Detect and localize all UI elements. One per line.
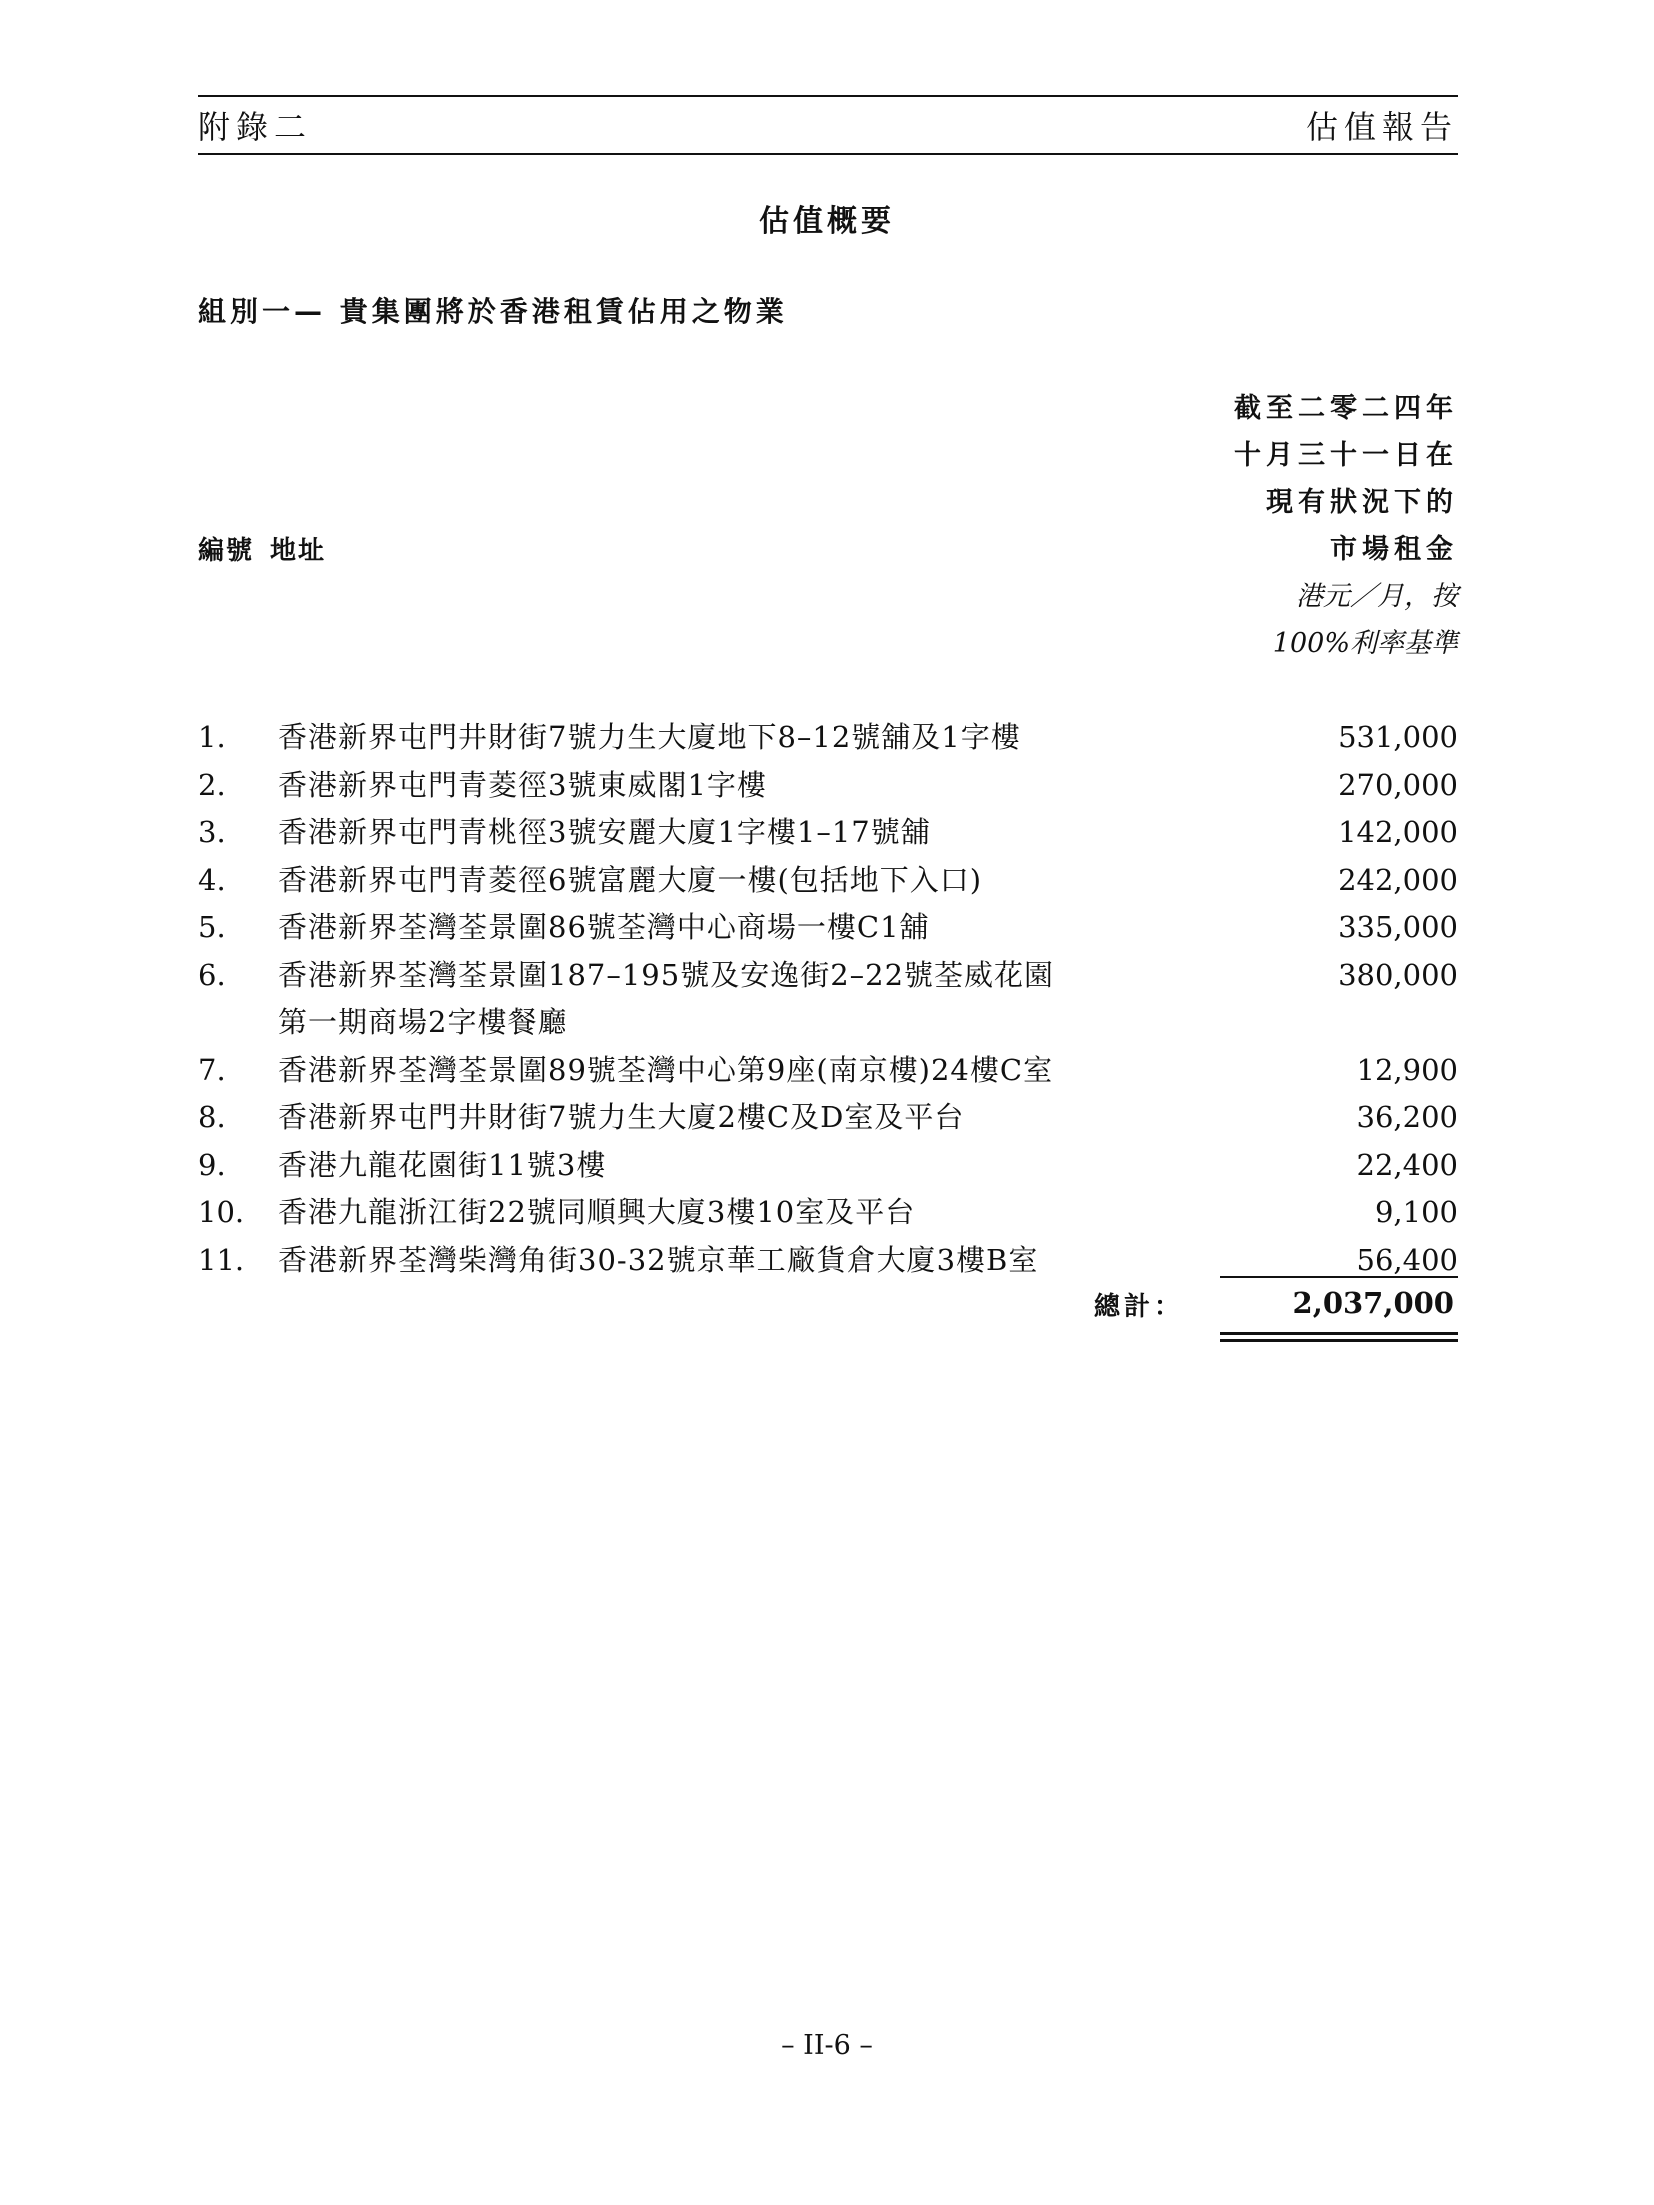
row-number: 3. [198,815,226,849]
rent-header-line: 市場租金 [1330,534,1458,565]
table-row [198,952,1462,1047]
table-row [198,857,1462,905]
row-value: 242,000 [1338,862,1458,897]
row-address: 香港新界荃灣荃景圍89號荃灣中心第9座(南京樓)24樓C室 [278,1052,1054,1087]
table-row [198,809,1462,857]
appendix-label: 附錄二 [198,108,313,146]
number-column-header: 編號 [198,536,255,566]
total-rule-single [1220,1276,1458,1278]
rent-header-line: 十月三十一日在 [1234,440,1458,471]
row-value: 270,000 [1338,767,1458,802]
total-label: 總計： [1093,1292,1184,1322]
row-value: 142,000 [1338,815,1458,849]
row-address: 香港新界屯門井財街7號力生大廈地下8–12號舖及1字樓 [278,720,1021,754]
row-value: 56,400 [1356,1242,1458,1277]
row-value: 22,400 [1356,1147,1458,1182]
rent-unit-line: 港元／月，按 [1296,581,1458,612]
table-row [198,762,1462,810]
row-value: 380,000 [1338,957,1458,992]
table-row [198,904,1462,952]
row-number: 4. [198,862,226,897]
row-number: 2. [198,767,226,802]
row-address: 香港新界屯門青菱徑3號東威閣1字樓 [278,767,767,802]
property-table [198,714,1462,1284]
row-address: 香港新界屯門青菱徑6號富麗大廈一樓(包括地下入口) [278,862,983,897]
row-address: 香港新界屯門井財街7號力生大廈2樓C及D室及平台 [278,1100,965,1134]
address-column-header: 地址 [270,536,327,566]
row-address: 香港新界屯門青桃徑3號安麗大廈1字樓1–17號舖 [278,815,931,849]
total-rule-double [1220,1332,1458,1342]
row-value: 531,000 [1338,720,1458,754]
rent-unit-line: 100%利率基準 [1272,628,1458,659]
row-value: 335,000 [1338,910,1458,944]
table-row [198,1094,1462,1142]
group-heading: 組別一— 貴集團將於香港租賃佔用之物業 [198,295,788,328]
page-number: – II-6 – [781,2030,873,2061]
row-address: 香港九龍花園街11號3樓 [278,1147,607,1182]
table-row [198,1189,1462,1237]
row-value: 9,100 [1374,1195,1458,1229]
table-row [198,1142,1462,1190]
table-row [198,1047,1462,1095]
row-value: 12,900 [1356,1052,1458,1087]
page-title: 估值概要 [759,204,895,239]
row-address-continued: 第一期商場2字樓餐廳 [278,1005,568,1039]
row-number: 6. [198,957,226,992]
row-number: 10. [198,1195,245,1229]
rent-header-line: 截至二零二四年 [1234,393,1458,424]
rent-column-header [1234,385,1458,667]
rent-header-line: 現有狀況下的 [1266,487,1458,518]
column-headers-left [198,530,326,567]
table-row [198,714,1462,762]
row-number: 5. [198,910,226,944]
section-label: 估值報告 [1305,108,1458,146]
row-number: 11. [198,1242,245,1277]
row-address: 香港新界荃灣荃景圍187–195號及安逸街2–22號荃威花園 [278,957,1055,992]
row-address: 香港新界荃灣柴灣角街30-32號京華工廠貨倉大廈3樓B室 [278,1242,1039,1277]
total-value: 2,037,000 [1292,1286,1454,1320]
running-head [198,95,1458,155]
row-number: 8. [198,1100,226,1134]
row-address: 香港新界荃灣荃景圍86號荃灣中心商場一樓C1舖 [278,910,930,944]
row-number: 1. [198,720,226,754]
row-number: 7. [198,1052,226,1087]
row-number: 9. [198,1147,226,1182]
row-value: 36,200 [1356,1100,1458,1134]
row-address: 香港九龍浙江街22號同順興大廈3樓10室及平台 [278,1195,916,1229]
